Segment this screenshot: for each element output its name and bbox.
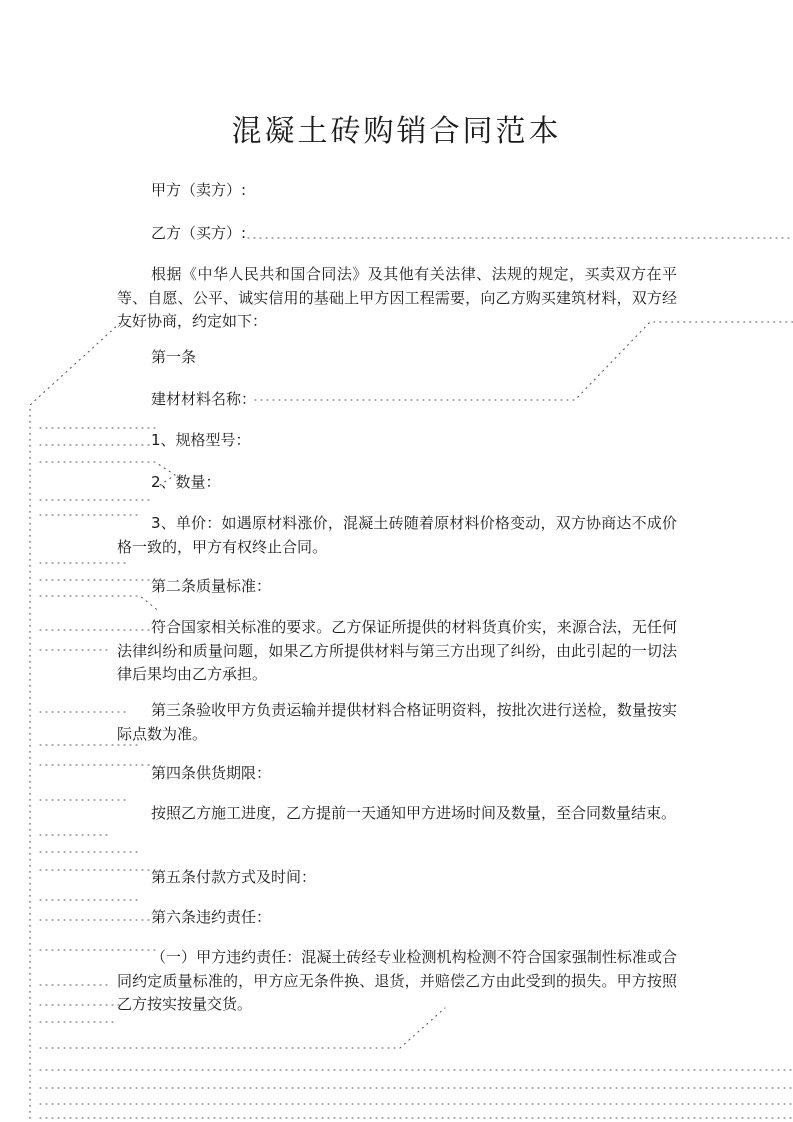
party-a-liability-paragraph: （一）甲方违约责任：混凝土砖经专业检测机构检测不符合国家强制性标准或合同约定质量标准的，甲方应无条件换、退货，并赔偿乙方由此受到的损失。甲方按照乙方按实按量交货。 — [117, 948, 677, 1013]
party-a-line: 甲方（卖方）: — [151, 181, 247, 199]
unit-price-paragraph: 3、单价：如遇原材料涨价，混凝土砖随着原材料价格变动，双方协商达不成价格一致的，甲方有权终止合同。 — [117, 514, 677, 556]
party-b-line: 乙方（买方）: — [151, 224, 247, 242]
article-3-paragraph: 第三条验收甲方负责运输并提供材料合格证明资料，按批次进行送检，数量按实际点数为准。 — [117, 701, 677, 743]
quantity-line: 2、数量： — [151, 473, 221, 491]
preamble-paragraph: 根据《中华人民共和国合同法》及其他有关法律、法规的规定，买卖双方在平等、自愿、公平、诚实信用的基础上甲方因工程需要，向乙方购买建筑材料，双方经友好协商，约定如下： — [117, 265, 677, 330]
supply-period-paragraph: 按照乙方施工进度，乙方提前一天通知甲方进场时间及数量，至合同数量结束。 — [151, 804, 677, 822]
spec-model-line: 1、规格型号： — [151, 431, 251, 449]
material-name-line: 建材材料名称： — [151, 390, 257, 408]
article-4-heading: 第四条供货期限： — [151, 764, 272, 782]
article-6-heading: 第六条违约责任： — [151, 908, 272, 926]
quality-paragraph: 符合国家相关标准的要求。乙方保证所提供的材料货真价实，来源合法，无任何法律纠纷和质量问题，如果乙方所提供材料与第三方出现了纠纷，由此引起的一切法律后果均由乙方承担。 — [117, 618, 677, 683]
article-2-heading: 第二条质量标准： — [151, 577, 272, 595]
article-1-heading: 第一条 — [151, 348, 197, 366]
document-title: 混凝土砖购销合同范本 — [231, 114, 562, 149]
article-5-heading: 第五条付款方式及时间： — [151, 868, 317, 886]
